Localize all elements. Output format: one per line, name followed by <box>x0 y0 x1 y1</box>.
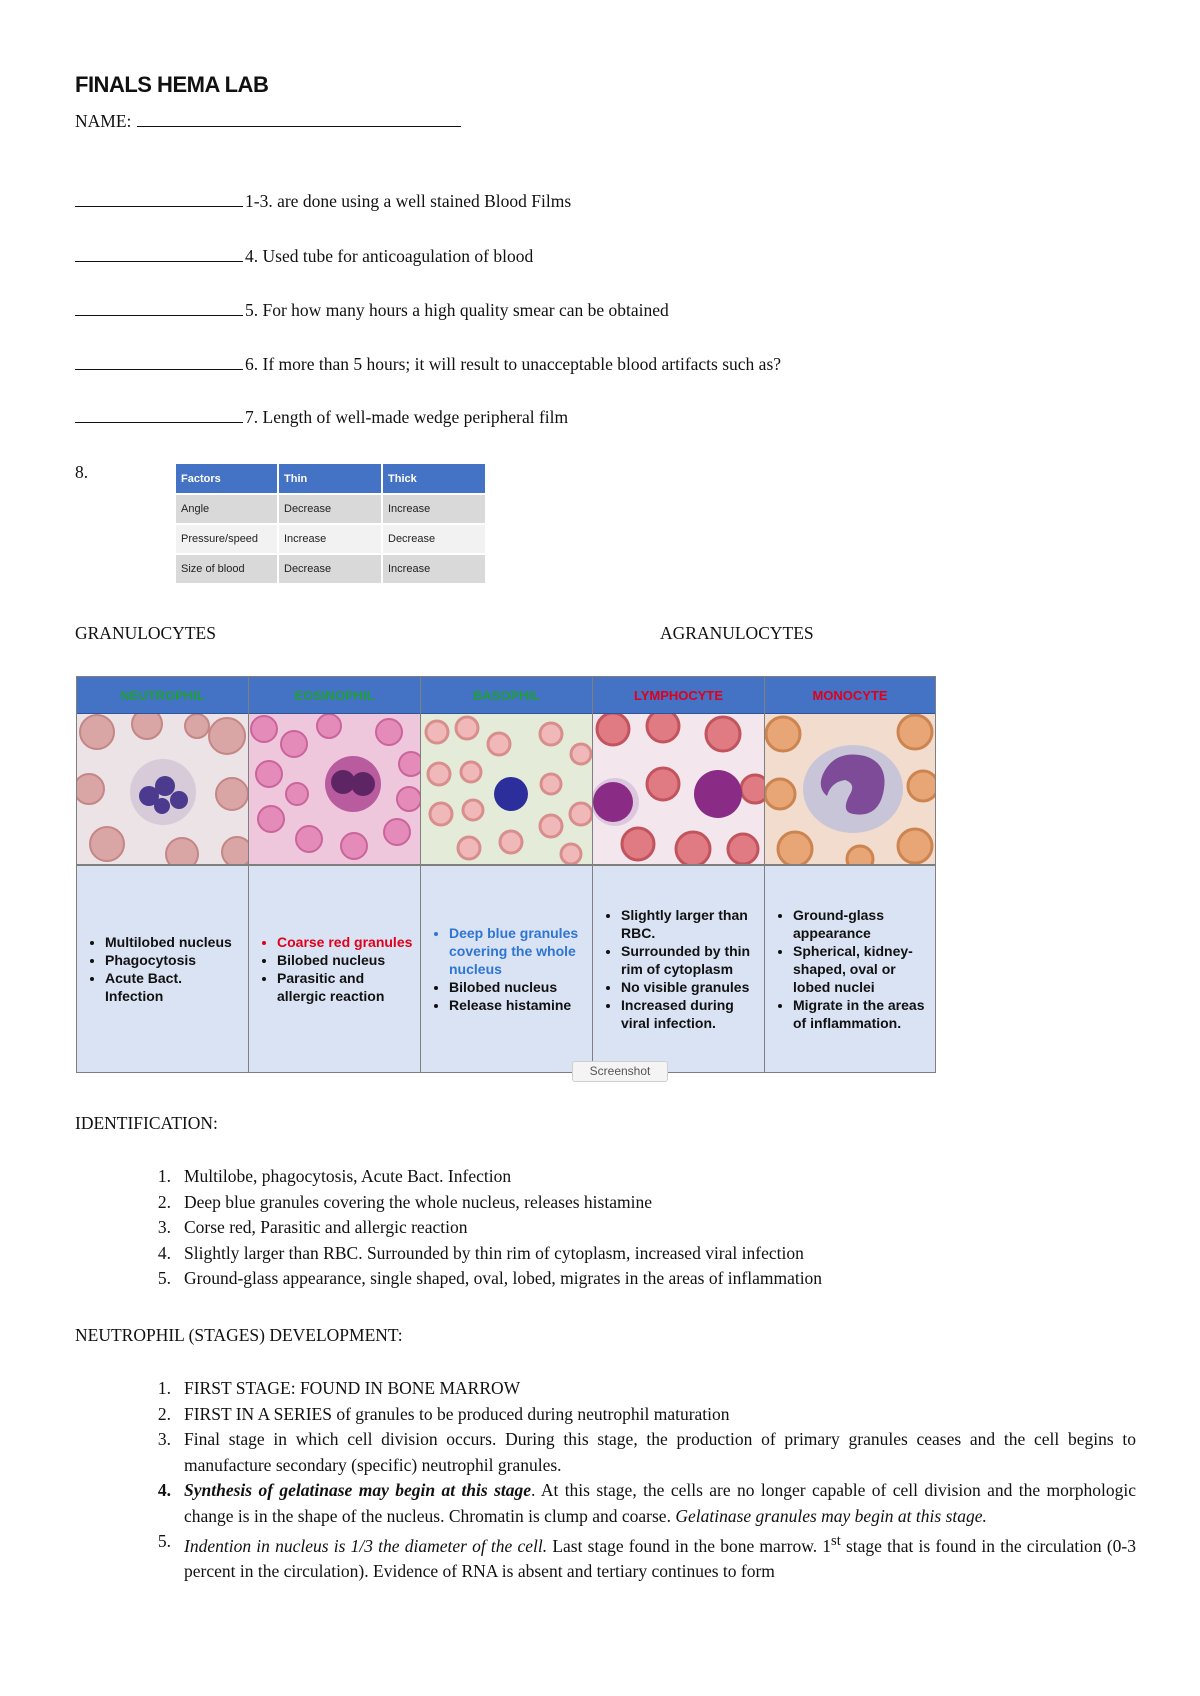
cell-type-name: NEUTROPHIL <box>120 687 205 703</box>
bullet-item: • Bilobed nucleus <box>449 978 586 996</box>
name-label: NAME: <box>75 111 132 131</box>
white-blood-cell-table <box>76 676 936 1073</box>
table-header: Thin <box>278 463 382 494</box>
table-cell: Pressure/speed <box>175 524 278 554</box>
answer-blank[interactable] <box>75 190 243 207</box>
question-4 <box>75 245 533 267</box>
name-row <box>75 110 461 132</box>
list-item-text: Slightly larger than RBC. Surrounded by thin rim of cytoplasm, increased viral infection <box>184 1242 804 1263</box>
list-item: 1. Multilobe, phagocytosis, Acute Bact. Infection <box>157 1166 512 1186</box>
cell-type-name: LYMPHOCYTE <box>633 687 724 703</box>
table-header: Thick <box>382 463 486 494</box>
monocyte-column <box>765 677 935 1072</box>
answer-blank[interactable] <box>75 406 243 423</box>
list-item-text <box>184 1478 1136 1529</box>
identification-list <box>75 1164 1125 1292</box>
list-item: 1. FIRST STAGE: FOUND IN BONE MARROW <box>157 1378 521 1398</box>
question-7 <box>75 406 568 428</box>
cell-description <box>421 866 592 1072</box>
body-text: stage that is found in the circulation (0-3 percent in the circulation). Evidence of RNA is absent and tertiary continues to form <box>184 1535 1136 1582</box>
answer-blank[interactable] <box>75 299 243 316</box>
body-text: Last stage found in the bone marrow. 1 <box>547 1535 832 1556</box>
basophil-micrograph <box>421 714 592 866</box>
list-item: 5. Ground-glass appearance, single shaped, oval, lobed, migrates in the areas of inflammation <box>157 1268 823 1288</box>
basophil-column <box>421 677 593 1072</box>
bullet-item: • No visible granules <box>621 978 758 996</box>
cell-type-header <box>249 677 420 714</box>
table-cell: Decrease <box>278 554 382 584</box>
list-item-text: Corse red, Parasitic and allergic reaction <box>184 1217 468 1237</box>
cell-type-name: EOSINOPHIL <box>294 687 375 703</box>
table-cell: Increase <box>382 554 486 584</box>
bullet-item: • Release histamine <box>449 996 586 1014</box>
item-8-label: 8. <box>75 462 89 482</box>
neutrophil-micrograph <box>77 714 248 866</box>
lymphocyte-micrograph <box>593 714 764 866</box>
cell-description <box>249 866 420 1072</box>
cell-type-name: MONOCYTE <box>812 687 888 703</box>
screenshot-tag: Screenshot <box>572 1061 668 1082</box>
list-item-text: Deep blue granules covering the whole nucleus, releases histamine <box>184 1191 652 1212</box>
list-item-text: FIRST IN A SERIES of granules to be produced during neutrophil maturation <box>184 1403 730 1424</box>
cell-type-header <box>421 677 592 714</box>
italic-text: Gelatinase granules may begin at this stage. <box>675 1505 987 1526</box>
table-cell: Angle <box>175 494 278 524</box>
list-item: 4. Slightly larger than RBC. Surrounded by thin rim of cytoplasm, increased viral infection <box>157 1242 804 1263</box>
table-row <box>175 494 486 524</box>
monocyte-micrograph <box>765 714 935 866</box>
list-item-text <box>184 1529 1136 1585</box>
smear-factors-table <box>174 462 487 585</box>
cell-type-header <box>765 677 935 714</box>
cell-description <box>77 866 248 1072</box>
neutrophil-column <box>77 677 249 1072</box>
bullet-item: • Acute Bact. Infection <box>105 969 242 1005</box>
question-text: 7. Length of well-made wedge peripheral film <box>245 407 569 427</box>
neutrophil-stages-heading: NEUTROPHIL (STAGES) DEVELOPMENT: <box>75 1325 403 1345</box>
table-header: Factors <box>175 463 278 494</box>
cell-description <box>765 866 935 1072</box>
table-row <box>175 554 486 584</box>
table-cell: Size of blood <box>175 554 278 584</box>
list-item-text: FIRST STAGE: FOUND IN BONE MARROW <box>184 1378 521 1398</box>
superscript: st <box>831 1533 841 1549</box>
list-item: 2. FIRST IN A SERIES of granules to be produced during neutrophil maturation <box>157 1403 730 1424</box>
bullet-item: • Parasitic and allergic reaction <box>277 969 414 1005</box>
question-text: 1-3. are done using a well stained Blood Films <box>245 191 572 211</box>
list-item: 2. Deep blue granules covering the whole nucleus, releases histamine <box>157 1191 652 1212</box>
bullet-item: • Multilobed nucleus <box>105 933 242 951</box>
bullet-item: • Coarse red granules <box>277 933 414 951</box>
eosinophil-column <box>249 677 421 1072</box>
cell-type-header <box>593 677 764 714</box>
italic-text: Indention in nucleus is 1/3 the diameter of the cell. <box>184 1535 548 1556</box>
bullet-item: • Deep blue granules covering the whole nucleus <box>449 924 586 978</box>
answer-blank[interactable] <box>75 353 243 370</box>
cell-type-name: BASOPHIL <box>472 687 541 703</box>
body-text: . At this stage, the cells are no longer capable of cell division and the morphologic change is in the shape of the nucleus. Chromatin is clump and coarse. <box>184 1480 1136 1526</box>
question-1-3 <box>75 190 571 212</box>
bullet-item: • Spherical, kidney-shaped, oval or lobed nuclei <box>793 942 929 996</box>
table-cell: Decrease <box>278 494 382 524</box>
table-cell: Increase <box>278 524 382 554</box>
bullet-item: • Increased during viral infection. <box>621 996 758 1032</box>
table-cell: Decrease <box>382 524 486 554</box>
question-text: 6. If more than 5 hours; it will result to unacceptable blood artifacts such as? <box>245 354 782 374</box>
bold-italic-text: Synthesis of gelatinase may begin at this stage <box>184 1480 532 1500</box>
answer-blank[interactable] <box>75 245 243 262</box>
identification-heading: IDENTIFICATION: <box>75 1113 218 1133</box>
lymphocyte-column <box>593 677 765 1072</box>
table-cell: Increase <box>382 494 486 524</box>
bullet-item: • Phagocytosis <box>105 951 242 969</box>
eosinophil-micrograph <box>249 714 420 866</box>
question-text: 4. Used tube for anticoagulation of blood <box>245 246 534 266</box>
question-6 <box>75 353 781 375</box>
list-item: 4. Synthesis of gelatinase may begin at this stage. At this stage, the cells are no longer capable of cell division and the morphologic change is in the shape of the nucleus. Chromatin is clump and coarse. Gelatinase granules may begin at this stage. <box>75 1478 1136 1529</box>
table-row <box>175 524 486 554</box>
bullet-item: • Ground-glass appearance <box>793 906 929 942</box>
list-item-text: Multilobe, phagocytosis, Acute Bact. Infection <box>184 1166 512 1186</box>
list-item-text: Ground-glass appearance, single shaped, oval, lobed, migrates in the areas of inflammation <box>184 1268 823 1288</box>
agranulocytes-heading: AGRANULOCYTES <box>660 623 814 643</box>
bullet-item: • Slightly larger than RBC. <box>621 906 758 942</box>
cell-description <box>593 866 764 1072</box>
list-item-text: Final stage in which cell division occurs. During this stage, the production of primary granules ceases and the cell begins to manufacture secondary (specific) neutrophil granules. <box>184 1429 1136 1475</box>
granulocytes-heading: GRANULOCYTES <box>75 623 216 643</box>
bullet-item: • Migrate in the areas of inflammation. <box>793 996 929 1032</box>
neutrophil-stages-list <box>75 1376 1136 1585</box>
question-text: 5. For how many hours a high quality smear can be obtained <box>245 300 669 320</box>
name-field[interactable] <box>137 110 461 127</box>
page-title: FINALS HEMA LAB <box>75 72 269 97</box>
bullet-item: • Bilobed nucleus <box>277 951 414 969</box>
list-item: 3. Corse red, Parasitic and allergic reaction <box>157 1217 468 1237</box>
question-5 <box>75 299 669 321</box>
cell-type-header <box>77 677 248 714</box>
list-item: 5. Indention in nucleus is 1/3 the diameter of the cell. Last stage found in the bone marrow. 1st stage that is found in the circulation (0-3 percent in the circulation). Evidence of RNA is absent and tertiary continues to form <box>75 1529 1136 1585</box>
bullet-item: • Surrounded by thin rim of cytoplasm <box>621 942 758 978</box>
list-item: 3. Final stage in which cell division occurs. During this stage, the production of primary granules ceases and the cell begins to manufacture secondary (specific) neutrophil granules. <box>75 1427 1136 1478</box>
